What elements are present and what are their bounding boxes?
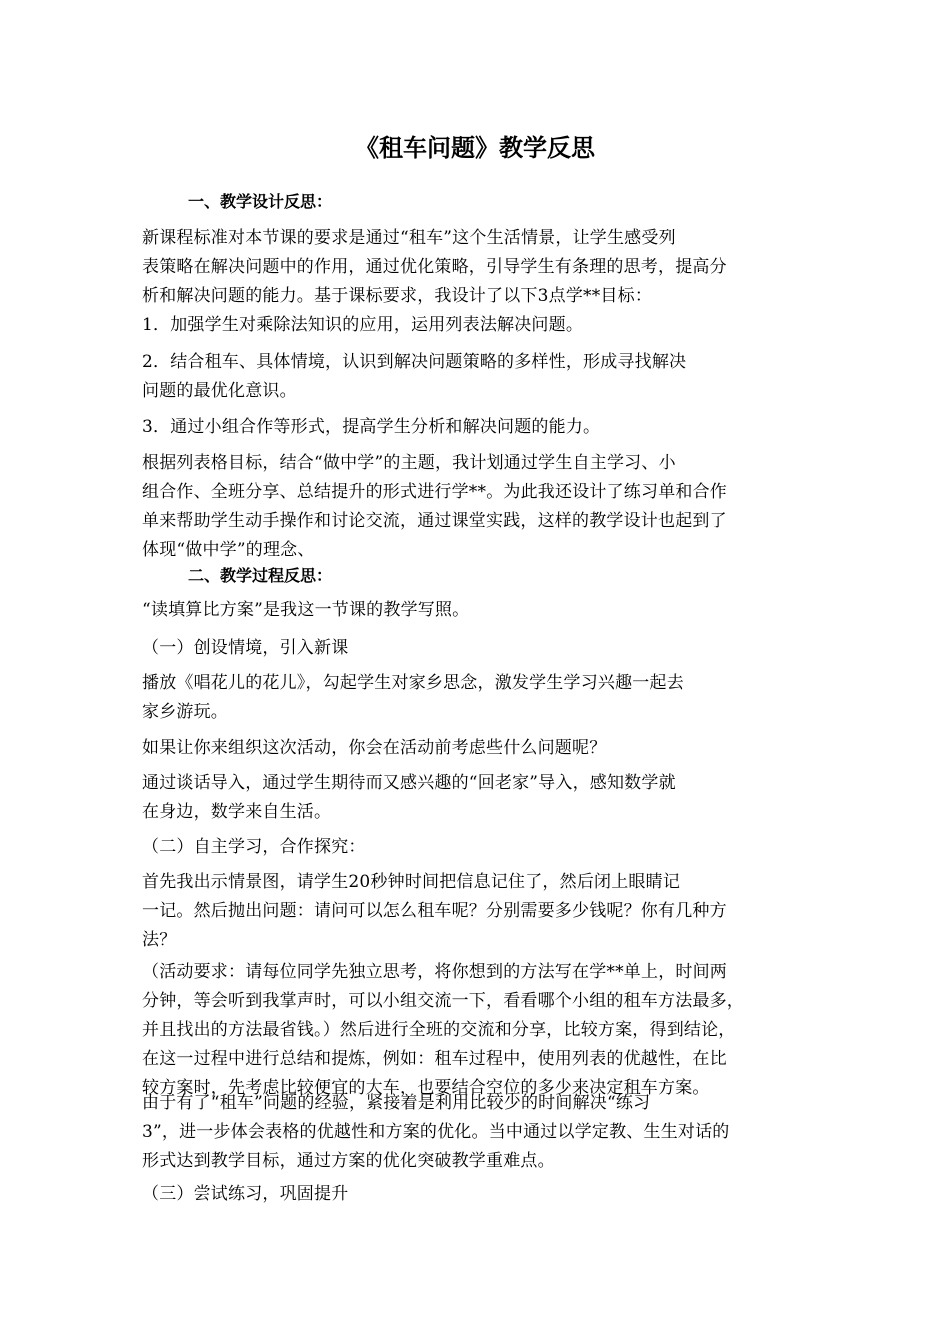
goal-1: 1．加强学生对乘除法知识的应用，运用列表法解决问题。 xyxy=(142,315,584,335)
document-title: 《租车问题》教学反思 xyxy=(355,134,595,162)
step-1-paragraph-1: 播放《唱花儿的花儿》，勾起学生对家乡思念，激发学生学习兴趣一起去 家乡游玩。 xyxy=(142,673,684,722)
section-1-heading: 一、教学设计反思： xyxy=(188,192,333,211)
step-2-paragraph-3: 由于有了“租车”问题的经验，紧接着是利用比较少的时间解决“练习 3”，进一步体会表格的优越性和方案的优化。当中通过以学定教、生生对话的 形式达到教学目标，通过方案的优化突破教学重难点。 xyxy=(142,1093,730,1171)
step-3-title: （三）尝试练习，巩固提升 xyxy=(142,1184,349,1204)
step-1-title: （一）创设情境，引入新课 xyxy=(142,638,349,658)
step-1-paragraph-3: 通过谈话导入，通过学生期待而又感兴趣的“回老家”导入，感知数学就 在身边，数学来自生活。 xyxy=(142,773,676,822)
step-2-paragraph-1: 首先我出示情景图，请学生20秒钟时间把信息记住了，然后闭上眼睛记 一记。然后抛出问题：请问可以怎么租车呢？分别需要多少钱呢？你有几种方 法？ xyxy=(142,872,727,950)
step-2-paragraph-2: （活动要求：请每位同学先独立思考，将你想到的方法写在学**单上，时间两 分钟，等会听到我掌声时，可以小组交流一下，看看哪个小组的租车方法最多， 并且找出的方法最省钱。）然后进行全班的交流和分享，比较方案，得到结论， 在这一过程中进行总结和提炼，例如：租车过程中，使用列表的优越性，在比 较方案时，先考虑比较便宜的大车，也要结合空位的多少来决定租车方案。 xyxy=(142,962,744,1098)
goal-2: 2．结合租车、具体情境，认识到解决问题策略的多样性，形成寻找解决 问题的最优化意识。 xyxy=(142,352,687,401)
step-1-paragraph-2: 如果让你来组织这次活动，你会在活动前考虑些什么问题呢？ xyxy=(142,738,607,758)
section-1-intro: 新课程标准对本节课的要求是通过“租车”这个生活情景，让学生感受列 表策略在解决问题中的作用，通过优化策略，引导学生有条理的思考，提高分 析和解决问题的能力。基于课标要求，我设计了以下3点学**目标： xyxy=(142,228,727,306)
section-2-motto: “读填算比方案”是我这一节课的教学写照。 xyxy=(142,600,470,620)
section-2-heading: 二、教学过程反思： xyxy=(188,566,333,585)
section-1-plan: 根据列表格目标，结合“做中学”的主题，我计划通过学生自主学习、小 组合作、全班分享、总结提升的形式进行学**。为此我还设计了练习单和合作 单来帮助学生动手操作和讨论交流，通过课堂实践，这样的教学设计也起到了 体现“做中学”的理念、 xyxy=(142,453,727,560)
goal-3: 3．通过小组合作等形式，提高学生分析和解决问题的能力。 xyxy=(142,417,601,437)
step-2-title: （二）自主学习，合作探究： xyxy=(142,837,366,857)
